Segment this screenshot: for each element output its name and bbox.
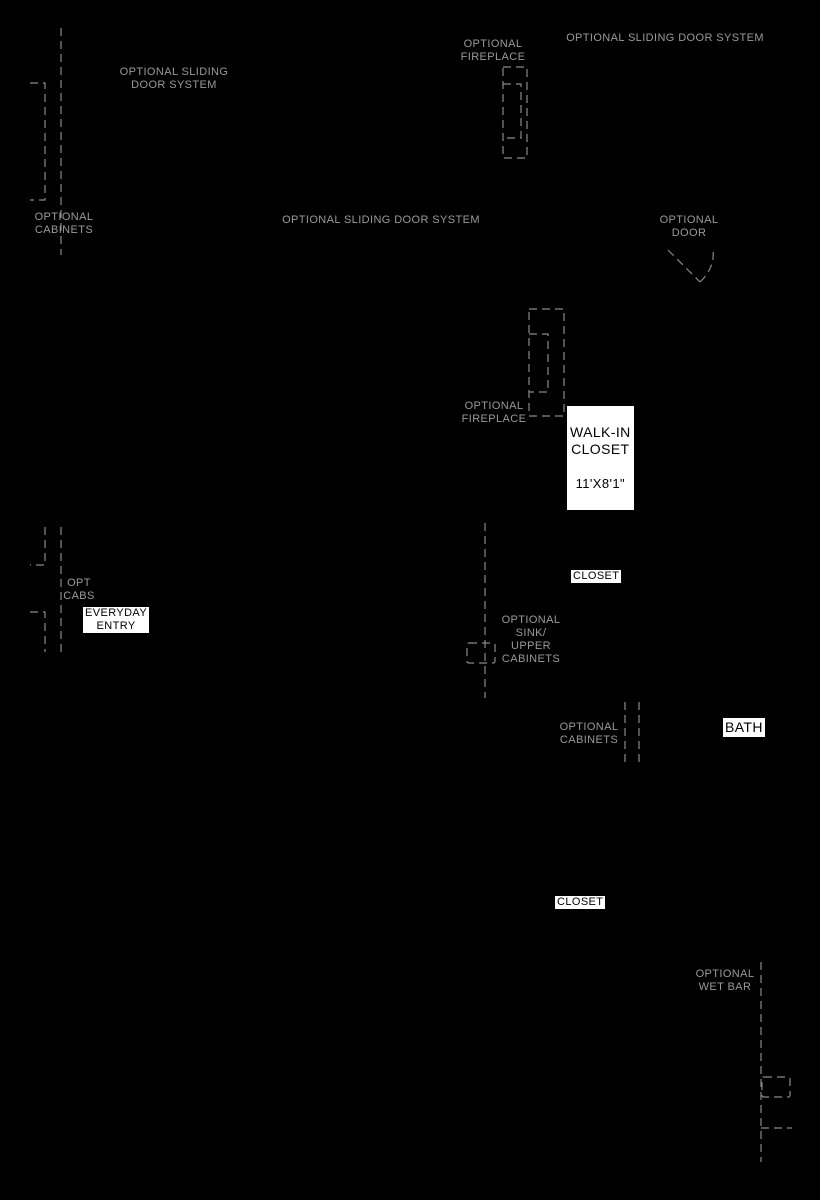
optional-sink-outline bbox=[467, 643, 495, 663]
room-bath: BATH bbox=[725, 719, 763, 735]
label-optional-door: OPTIONAL DOOR bbox=[659, 214, 719, 239]
label-optional-sliding-door-top-left: OPTIONAL SLIDING DOOR SYSTEM bbox=[119, 66, 229, 91]
room-walk-in-closet-dimensions: 11'X8'1" bbox=[575, 476, 626, 491]
opt-cabs-outline-lower bbox=[30, 612, 45, 652]
label-optional-sink-upper-cabinets: OPTIONAL SINK/ UPPER CABINETS bbox=[501, 614, 561, 665]
room-everyday-entry: EVERYDAY ENTRY bbox=[85, 607, 148, 632]
label-optional-fireplace-top: OPTIONAL FIREPLACE bbox=[460, 38, 526, 63]
label-optional-cabinets-bath: OPTIONAL CABINETS bbox=[559, 721, 619, 746]
label-optional-wet-bar: OPTIONAL WET BAR bbox=[695, 968, 755, 993]
fireplace-mid-inner bbox=[529, 334, 548, 392]
opt-cabs-outline-upper bbox=[30, 527, 45, 565]
fireplace-mid-outline bbox=[529, 309, 564, 416]
fireplace-top-inner bbox=[503, 84, 521, 138]
label-optional-cabinets-left: OPTIONAL CABINETS bbox=[34, 211, 94, 236]
label-optional-sliding-door-center: OPTIONAL SLIDING DOOR SYSTEM bbox=[282, 214, 480, 226]
label-opt-cabs: OPT CABS bbox=[63, 577, 95, 602]
room-walk-in-closet bbox=[567, 406, 634, 510]
room-closet-lower: CLOSET bbox=[557, 896, 604, 908]
wet-bar-sink-outline bbox=[762, 1077, 790, 1097]
room-closet-upper: CLOSET bbox=[573, 570, 620, 582]
optional-door-leaf bbox=[668, 250, 700, 282]
optional-cabinets-outline-top bbox=[30, 83, 45, 200]
label-optional-fireplace-mid: OPTIONAL FIREPLACE bbox=[461, 400, 527, 425]
fireplace-top-outline bbox=[503, 67, 527, 158]
label-optional-sliding-door-top-right: OPTIONAL SLIDING DOOR SYSTEM bbox=[566, 32, 764, 44]
room-walk-in-closet-name: WALK-IN CLOSET bbox=[570, 424, 631, 457]
optional-door-swing-arc bbox=[700, 250, 713, 282]
